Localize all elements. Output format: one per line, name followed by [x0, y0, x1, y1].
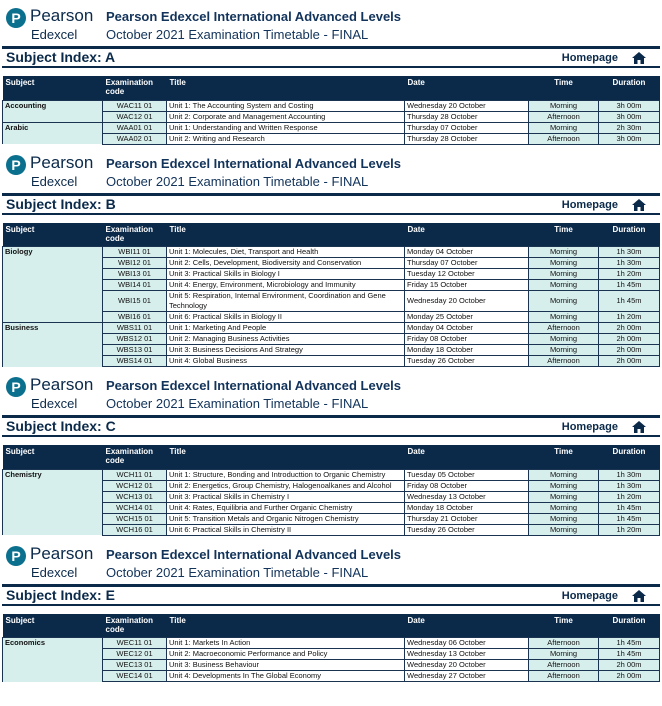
homepage-link[interactable]: Homepage: [561, 52, 618, 64]
exam-code: WAC12 01: [103, 111, 167, 122]
unit-title: Unit 1: Structure, Bonding and Introducttion to Organic Chemistry: [167, 469, 405, 480]
exam-code: WBI12 01: [103, 258, 167, 269]
pearson-logo: [6, 544, 96, 582]
exam-date: Thursday 28 October: [405, 133, 529, 144]
exam-session: Morning: [529, 334, 599, 345]
table-header-row: [3, 614, 660, 638]
exam-code: WAC11 01: [103, 100, 167, 111]
unit-title: Unit 1: Marketing And People: [167, 323, 405, 334]
document-title: Pearson Edexcel International Advanced Levels: [106, 155, 402, 171]
unit-title: Unit 2: Writing and Research: [167, 133, 405, 144]
document-title: Pearson Edexcel International Advanced Levels: [106, 546, 402, 562]
unit-title: Unit 2: Macroeconomic Performance and Policy: [167, 649, 405, 660]
col-title: Title: [167, 614, 405, 638]
exam-session: Morning: [529, 649, 599, 660]
exam-date: Wednesday 20 October: [405, 100, 529, 111]
pearson-p-icon: P: [6, 155, 26, 175]
exam-duration: 3h 00m: [599, 133, 660, 144]
table-row: [3, 638, 660, 649]
exam-session: Morning: [529, 100, 599, 111]
pearson-p-icon: P: [6, 546, 26, 566]
col-duration: Duration: [599, 445, 660, 469]
document-subtitle: October 2021 Examination Timetable - FINAL: [106, 27, 369, 42]
exam-session: Morning: [529, 280, 599, 291]
col-date: Date: [405, 223, 529, 247]
exam-date: Thursday 21 October: [405, 513, 529, 524]
unit-title: Unit 3: Practical Skills in Chemistry I: [167, 491, 405, 502]
exam-code: WBI16 01: [103, 312, 167, 323]
home-icon[interactable]: [632, 590, 646, 602]
exam-duration: 1h 45m: [599, 638, 660, 649]
exam-date: Tuesday 26 October: [405, 524, 529, 535]
table-header-row: [3, 76, 660, 100]
document-title: Pearson Edexcel International Advanced Levels: [106, 9, 402, 24]
unit-title: Unit 1: The Accounting System and Costing: [167, 100, 405, 111]
subject-index-section: [0, 538, 662, 683]
col-code: Examination code: [103, 223, 167, 247]
subject-index-section: [0, 0, 662, 147]
exam-duration: 1h 45m: [599, 649, 660, 660]
exam-date: Wednesday 06 October: [405, 638, 529, 649]
subject-index-title: Subject Index: A: [6, 49, 116, 65]
table-header-row: [3, 223, 660, 247]
exam-duration: 2h 00m: [599, 660, 660, 671]
col-code: Examination code: [103, 614, 167, 638]
exam-duration: 1h 30m: [599, 247, 660, 258]
exam-duration: 2h 30m: [599, 122, 660, 133]
exam-date: Thursday 28 October: [405, 111, 529, 122]
unit-title: Unit 6: Practical Skills in Chemistry II: [167, 524, 405, 535]
table-row: [3, 323, 660, 334]
unit-title: Unit 1: Markets In Action: [167, 638, 405, 649]
subject-index-section: [0, 147, 662, 370]
exam-date: Thursday 07 October: [405, 122, 529, 133]
page-header: [0, 538, 662, 584]
exam-table: [2, 614, 660, 683]
col-title: Title: [167, 223, 405, 247]
unit-title: Unit 1: Molecules, Diet, Transport and Health: [167, 247, 405, 258]
exam-session: Afternoon: [529, 111, 599, 122]
exam-session: Morning: [529, 513, 599, 524]
unit-title: Unit 2: Energetics, Group Chemistry, Halogenoalkanes and Alcohol: [167, 480, 405, 491]
exam-date: Monday 18 October: [405, 345, 529, 356]
subject-index-title: Subject Index: C: [6, 418, 116, 434]
exam-duration: 2h 00m: [599, 671, 660, 682]
exam-code: WBS13 01: [103, 345, 167, 356]
exam-session: Morning: [529, 312, 599, 323]
unit-title: Unit 3: Business Decisions And Strategy: [167, 345, 405, 356]
exam-duration: 1h 30m: [599, 469, 660, 480]
exam-duration: 2h 00m: [599, 323, 660, 334]
exam-session: Morning: [529, 247, 599, 258]
col-date: Date: [405, 76, 529, 100]
table-row: [3, 469, 660, 480]
exam-session: Morning: [529, 269, 599, 280]
exam-code: WAA01 01: [103, 122, 167, 133]
exam-duration: 2h 00m: [599, 334, 660, 345]
exam-code: WCH14 01: [103, 502, 167, 513]
exam-duration: 1h 20m: [599, 269, 660, 280]
exam-code: WBS12 01: [103, 334, 167, 345]
subject-name: Biology: [3, 247, 103, 323]
unit-title: Unit 2: Corporate and Management Accounting: [167, 111, 405, 122]
table-row: [3, 247, 660, 258]
subject-name: Arabic: [3, 122, 103, 144]
pearson-p-icon: P: [6, 8, 26, 28]
exam-code: WBI14 01: [103, 280, 167, 291]
pearson-p-icon: P: [6, 377, 26, 397]
exam-session: Morning: [529, 258, 599, 269]
exam-duration: 3h 00m: [599, 100, 660, 111]
exam-session: Morning: [529, 291, 599, 312]
exam-session: Afternoon: [529, 671, 599, 682]
document-title: Pearson Edexcel International Advanced Levels: [106, 378, 402, 393]
exam-code: WBI15 01: [103, 291, 167, 312]
exam-table: [2, 76, 660, 145]
exam-session: Morning: [529, 491, 599, 502]
home-icon[interactable]: [632, 52, 646, 64]
subject-index-bar: [2, 415, 660, 437]
exam-date: Thursday 07 October: [405, 258, 529, 269]
exam-code: WCH11 01: [103, 469, 167, 480]
col-code: Examination code: [103, 445, 167, 469]
col-date: Date: [405, 445, 529, 469]
exam-table: [2, 445, 660, 536]
col-title: Title: [167, 445, 405, 469]
logo-sub: Edexcel: [31, 27, 78, 42]
unit-title: Unit 3: Practical Skills in Biology I: [167, 269, 405, 280]
exam-duration: 1h 20m: [599, 491, 660, 502]
exam-duration: 1h 45m: [599, 502, 660, 513]
unit-title: Unit 5: Respiration, Internal Environment, Coordination and Gene Technology: [167, 291, 405, 312]
homepage-link[interactable]: Homepage: [561, 421, 618, 433]
exam-session: Morning: [529, 480, 599, 491]
exam-code: WCH12 01: [103, 480, 167, 491]
exam-code: WBI11 01: [103, 247, 167, 258]
unit-title: Unit 2: Managing Business Activities: [167, 334, 405, 345]
exam-code: WBS11 01: [103, 323, 167, 334]
logo-brand: Pearson: [30, 543, 94, 563]
unit-title: Unit 2: Cells, Development, Biodiversity and Conservation: [167, 258, 405, 269]
exam-session: Morning: [529, 469, 599, 480]
col-date: Date: [405, 614, 529, 638]
exam-date: Friday 08 October: [405, 480, 529, 491]
col-subject: Subject: [3, 76, 103, 100]
exam-date: Tuesday 05 October: [405, 469, 529, 480]
subject-index-title: Subject Index: E: [6, 586, 115, 603]
unit-title: Unit 1: Understanding and Written Response: [167, 122, 405, 133]
table-header-row: [3, 445, 660, 469]
logo-sub: Edexcel: [31, 396, 78, 411]
exam-code: WEC14 01: [103, 671, 167, 682]
unit-title: Unit 4: Energy, Environment, Microbiology and Immunity: [167, 280, 405, 291]
homepage-link[interactable]: Homepage: [561, 589, 618, 602]
page-header: [0, 0, 662, 46]
pearson-logo: [6, 375, 96, 413]
exam-session: Morning: [529, 122, 599, 133]
subject-name: Accounting: [3, 100, 103, 122]
col-duration: Duration: [599, 76, 660, 100]
exam-date: Wednesday 27 October: [405, 671, 529, 682]
exam-date: Tuesday 26 October: [405, 356, 529, 367]
exam-duration: 2h 00m: [599, 356, 660, 367]
exam-code: WBI13 01: [103, 269, 167, 280]
col-time: Time: [529, 223, 599, 247]
document-subtitle: October 2021 Examination Timetable - FINAL: [106, 396, 369, 411]
subject-index-title: Subject Index: B: [6, 195, 116, 212]
exam-session: Afternoon: [529, 356, 599, 367]
col-subject: Subject: [3, 223, 103, 247]
pearson-logo: [6, 6, 96, 44]
subject-index-bar: [2, 193, 660, 215]
document-subtitle: October 2021 Examination Timetable - FINAL: [106, 564, 369, 580]
exam-duration: 1h 30m: [599, 258, 660, 269]
exam-session: Morning: [529, 524, 599, 535]
subject-name: Economics: [3, 638, 103, 682]
subject-name: Chemistry: [3, 469, 103, 535]
exam-duration: 1h 20m: [599, 524, 660, 535]
page-header: [0, 147, 662, 193]
logo-brand: Pearson: [30, 152, 94, 172]
exam-session: Afternoon: [529, 638, 599, 649]
exam-duration: 2h 00m: [599, 345, 660, 356]
home-icon[interactable]: [632, 421, 646, 433]
subject-name: Business: [3, 323, 103, 367]
unit-title: Unit 4: Developments In The Global Economy: [167, 671, 405, 682]
exam-code: WCH15 01: [103, 513, 167, 524]
logo-sub: Edexcel: [31, 564, 78, 580]
table-row: [3, 122, 660, 133]
pearson-logo: [6, 153, 96, 191]
exam-date: Tuesday 12 October: [405, 269, 529, 280]
unit-title: Unit 3: Business Behaviour: [167, 660, 405, 671]
unit-title: Unit 4: Rates, Equilibria and Further Organic Chemistry: [167, 502, 405, 513]
page-header: [0, 369, 662, 415]
col-subject: Subject: [3, 445, 103, 469]
unit-title: Unit 4: Global Business: [167, 356, 405, 367]
exam-duration: 1h 45m: [599, 513, 660, 524]
exam-date: Monday 25 October: [405, 312, 529, 323]
exam-duration: 1h 20m: [599, 312, 660, 323]
col-title: Title: [167, 76, 405, 100]
col-time: Time: [529, 76, 599, 100]
unit-title: Unit 5: Transition Metals and Organic Nitrogen Chemistry: [167, 513, 405, 524]
exam-session: Afternoon: [529, 660, 599, 671]
exam-code: WAA02 01: [103, 133, 167, 144]
exam-duration: 1h 45m: [599, 280, 660, 291]
document-subtitle: October 2021 Examination Timetable - FINAL: [106, 173, 369, 189]
exam-code: WEC13 01: [103, 660, 167, 671]
exam-date: Friday 08 October: [405, 334, 529, 345]
col-code: Examination code: [103, 76, 167, 100]
col-subject: Subject: [3, 614, 103, 638]
subject-index-bar: [2, 46, 660, 68]
table-row: [3, 100, 660, 111]
exam-code: WBS14 01: [103, 356, 167, 367]
exam-date: Wednesday 13 October: [405, 649, 529, 660]
exam-code: WCH16 01: [103, 524, 167, 535]
home-icon[interactable]: [632, 199, 646, 211]
exam-date: Monday 18 October: [405, 502, 529, 513]
col-duration: Duration: [599, 223, 660, 247]
exam-date: Monday 04 October: [405, 323, 529, 334]
exam-duration: 1h 45m: [599, 291, 660, 312]
exam-code: WEC12 01: [103, 649, 167, 660]
subject-index-bar: [2, 584, 660, 606]
exam-duration: 1h 30m: [599, 480, 660, 491]
exam-date: Friday 15 October: [405, 280, 529, 291]
exam-session: Morning: [529, 345, 599, 356]
col-time: Time: [529, 445, 599, 469]
exam-table: [2, 223, 660, 368]
col-duration: Duration: [599, 614, 660, 638]
exam-duration: 3h 00m: [599, 111, 660, 122]
exam-date: Wednesday 13 October: [405, 491, 529, 502]
exam-code: WCH13 01: [103, 491, 167, 502]
logo-brand: Pearson: [30, 375, 94, 394]
subject-index-section: [0, 369, 662, 538]
exam-date: Wednesday 20 October: [405, 660, 529, 671]
homepage-link[interactable]: Homepage: [561, 198, 618, 211]
exam-session: Afternoon: [529, 133, 599, 144]
exam-session: Morning: [529, 502, 599, 513]
exam-code: WEC11 01: [103, 638, 167, 649]
logo-brand: Pearson: [30, 6, 94, 25]
exam-session: Afternoon: [529, 323, 599, 334]
unit-title: Unit 6: Practical Skills in Biology II: [167, 312, 405, 323]
col-time: Time: [529, 614, 599, 638]
exam-date: Wednesday 20 October: [405, 291, 529, 312]
logo-sub: Edexcel: [31, 173, 78, 189]
exam-date: Monday 04 October: [405, 247, 529, 258]
